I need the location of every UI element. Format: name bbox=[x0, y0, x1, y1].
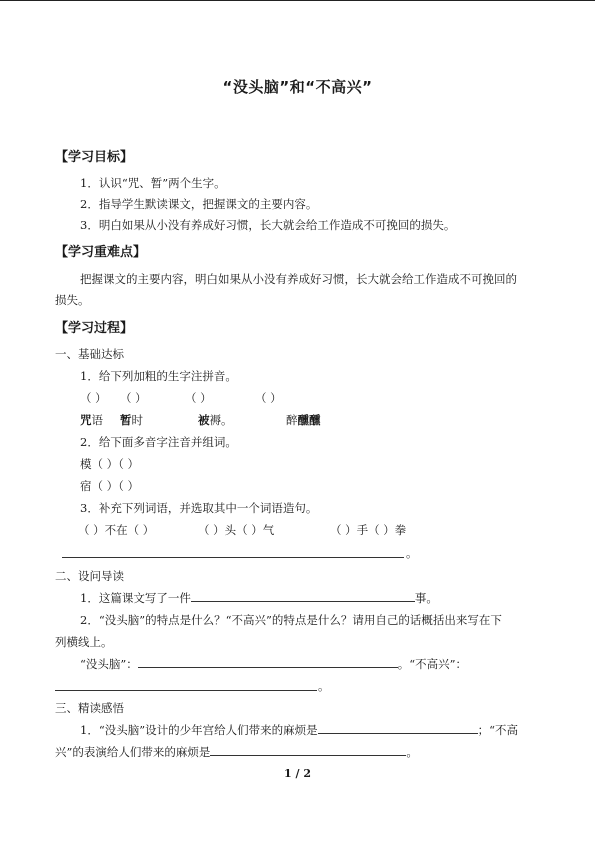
key-heading: 【学习重难点】 bbox=[55, 245, 147, 260]
part3-q1-line1: 1．“没头脑”设计的少年宫给人们带来的麻烦是 ；“不高 bbox=[80, 723, 518, 737]
q3-answer-line[interactable] bbox=[62, 557, 404, 558]
part2-q1-blank[interactable] bbox=[191, 590, 415, 602]
q1-word-2: 暂时 bbox=[120, 413, 143, 427]
part2-q2-line1: 2．“没头脑”的特点是什么？“不高兴”的特点是什么？请用自己的话概括出来写在下 bbox=[80, 613, 502, 627]
page-title: “没头脑”和“不高兴” bbox=[222, 78, 373, 96]
q1-paren-4: （ ） bbox=[255, 391, 282, 405]
unhappy-blank[interactable] bbox=[55, 690, 317, 691]
q1-word-4: 醉醺醺 bbox=[286, 413, 321, 427]
key-text-line1: 把握课文的主要内容，明白如果从小没有养成好习惯，长大就会给工作造成不可挽回的 bbox=[80, 272, 517, 286]
goal-item-1: 1．认识“咒、暂”两个生字。 bbox=[80, 176, 226, 190]
goal-item-3: 3．明白如果从小没有养成好习惯，长大就会给工作造成不可挽回的损失。 bbox=[80, 218, 456, 232]
top-rule bbox=[0, 0, 595, 1]
q1-word-3: 被褥。 bbox=[198, 413, 233, 427]
page-number: 1 / 2 bbox=[284, 767, 311, 780]
part1-title: 一、基础达标 bbox=[55, 347, 124, 361]
q3-end: 。 bbox=[406, 546, 418, 560]
part2-title: 二、设问导读 bbox=[55, 569, 124, 583]
part2-q1: 1．这篇课文写了一件 事。 bbox=[80, 591, 438, 605]
part2-q2-answer-row: “没头脑”： 。“不高兴”： bbox=[80, 657, 468, 671]
goals-heading: 【学习目标】 bbox=[55, 150, 134, 165]
part2-q2-end: 。 bbox=[318, 679, 330, 693]
goal-item-2: 2．指导学生默读课文，把握课文的主要内容。 bbox=[80, 197, 318, 211]
part3-q1-line2: 兴”的表演给人们带来的麻烦是 。 bbox=[55, 745, 418, 759]
part1-q2: 2．给下面多音字注音并组词。 bbox=[80, 435, 237, 449]
q2-row-2: 宿（ ）（ ） bbox=[80, 479, 140, 493]
part3-title: 三、精读感悟 bbox=[55, 701, 124, 715]
q3-word-3: （ ）手（ ）拳 bbox=[330, 523, 407, 537]
no-brain-blank[interactable] bbox=[138, 656, 398, 668]
part1-q1: 1．给下列加粗的生字注拼音。 bbox=[80, 369, 237, 383]
q3-word-2: （ ）头（ ）气 bbox=[198, 523, 275, 537]
q1-paren-2: （ ） bbox=[120, 391, 147, 405]
q2-row-1: 模（ ）（ ） bbox=[80, 457, 140, 471]
key-text-line2: 损失。 bbox=[55, 293, 90, 307]
q3-word-1: （ ）不在（ ） bbox=[78, 523, 155, 537]
no-brain-trouble-blank[interactable] bbox=[318, 722, 478, 734]
q1-paren-1: （ ） bbox=[80, 391, 107, 405]
unhappy-trouble-blank[interactable] bbox=[210, 744, 406, 756]
part2-q2-line2: 列横线上。 bbox=[55, 635, 113, 649]
q1-paren-3: （ ） bbox=[185, 391, 212, 405]
q1-word-1: 咒语 bbox=[80, 413, 103, 427]
process-heading: 【学习过程】 bbox=[55, 321, 134, 336]
part1-q3: 3．补充下列词语，并选取其中一个词语造句。 bbox=[80, 501, 318, 515]
